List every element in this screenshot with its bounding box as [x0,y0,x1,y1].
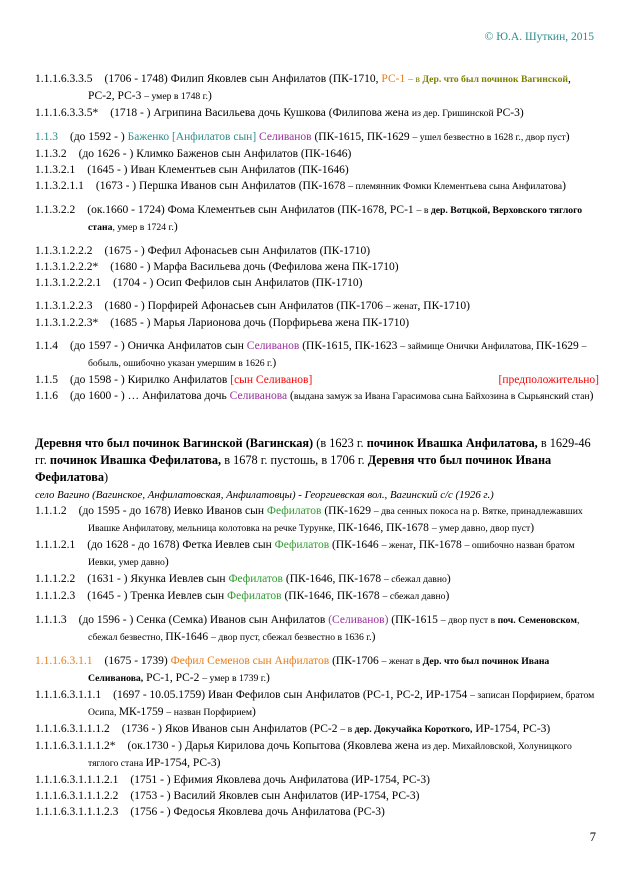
text-run: (до 1592 - ) [70,131,128,143]
text-run: (1736 - ) Яков Иванов сын Анфилатов (РС-2 [121,723,341,735]
page-number: 7 [589,830,596,844]
text-run: ) [562,180,566,192]
text-run: – женат [381,540,414,551]
text-run: (до 1597 - ) Оничка Анфилатов сын [70,340,247,352]
text-run: ) [589,390,594,402]
text-run: (1751 - ) Ефимия Яковлева дочь Анфилатова (ИР-1754, РС-3) [130,774,430,786]
text-run: ) [173,221,178,233]
text-run: – два сенных покоса на р. Вятке, принадлежавших Ивашке Анфилатову, мельница колотовка на речке Турунке, [88,506,583,534]
entry-number: 1.1.3.1.2.2.2.1 [35,277,102,289]
entry-number: 1.1.1.2.1 [35,539,76,551]
text-run: ) [445,590,450,602]
text-run: в 1678 г. пустошь, в 1706 г. [221,453,368,467]
text-run: (1631 - ) Якунка Иевлев сын [87,573,229,585]
text-run: РС-1, РС-2 [143,672,203,684]
text-run: ) [164,556,169,568]
text-run: (ПК-1646, ПК-1678 [285,573,384,585]
text-run: Фефил Семенов сын Анфилатов [170,655,333,667]
genealogy-entry [35,298,599,315]
genealogy-entry [35,372,599,388]
entry-number: 1.1.4 [35,340,58,352]
text-run: МК-1759 [118,706,167,718]
text-run: (1673 - ) Першка Иванов сын Анфилатов (ПК-1678 [95,180,349,192]
text-run: Деревня что был починок Вагинской (Вагинская) [35,436,314,450]
genealogy-entry [35,146,599,162]
text-run: починок Ивашка Фефилатова, [49,453,222,467]
genealogy-entry [35,71,599,105]
text-run: ) [530,522,535,534]
entry-number: 1.1.3.2 [35,148,67,160]
text-run: Селиванов [259,131,315,143]
genealogy-entry [35,503,599,537]
entry-number: 1.1.1.6.3.1.1.1 [35,689,102,701]
genealogy-entry [35,275,599,291]
text-run: ) [207,90,212,102]
text-run: выдана замуж за Ивана Гарасимова сына Байхозина в Сырьянский стан [293,391,590,402]
entry-number: 1.1.1.6.3.1.1.1.2.1 [35,774,119,786]
text-run: – умер давно, двор пуст [431,523,531,534]
text-run: Фефилатов [227,590,285,602]
text-run: (ПК-1629 [324,505,374,517]
genealogy-entry [35,612,599,646]
entry-number: 1.1.1.6.3.3.5* [35,107,99,119]
entries [35,71,599,820]
text-run: село Вагино (Вагинское, Анфилатовская, Анфилатовцы) - Георгиевская вол., Вагинский с/с (1926 г.) [35,489,494,501]
text-run: ИР-1754, РС-3) [145,757,221,769]
genealogy-entry [35,537,599,571]
genealogy-entry [35,804,599,820]
genealogy-entry [35,105,599,122]
text-run: (ПК-1646, ПК-1678 [284,590,383,602]
text-run: (1697 - 10.05.1759) Иван Фефилов сын Анфилатов (РС-1, РС-2, ИР-1754 [113,689,471,701]
text-run: – назван Порфирием [166,707,252,718]
entry-number: 1.1.1.6.3.1.1.1.2 [35,723,110,735]
entry-number: 1.1.3.1.2.2.2 [35,245,93,257]
genealogy-entry [35,178,599,195]
text-run: ) [104,470,109,484]
text-run: ПК-1646, ПК-1678 [337,522,432,534]
text-run: (ПК-1615, ПК-1623 [302,340,401,352]
copyright: © Ю.А. Шуткин, 2015 [484,31,594,43]
text-run: – двор пуст в [440,615,498,626]
genealogy-entry [35,388,599,405]
text-run: – женат в [381,656,423,667]
text-run: Селиванова [229,390,291,402]
text-run: – в [408,74,423,85]
text-run: – в [416,205,431,216]
text-run: дер. Докучайка Короткого, [354,724,473,735]
text-run: (Селиванов) [328,614,389,626]
entry-number: 1.1.3.2.2 [35,204,76,216]
text-run: ) [371,631,376,643]
text-run: ПК-1646 [165,631,212,643]
text-run: (1680 - ) Марфа Васильева дочь (Фефилова жена ПК-1710) [110,261,399,273]
genealogy-entry [35,129,599,146]
text-run: (1680 - ) Порфирей Афонасьев сын Анфилатов (ПК-1706 [104,300,386,312]
text-run: ) [446,573,451,585]
genealogy-entry [35,315,599,331]
text-run: – ошибочно назван братом Иевки, умер давно [88,540,575,568]
entry-number: 1.1.1.6.3.3.5 [35,73,93,85]
entry-number: 1.1.3.2.1 [35,164,76,176]
genealogy-entry [35,788,599,804]
genealogy-entry [35,571,599,588]
text-run: (ок.1660 - 1724) Фома Клементьев сын Анфилатов (ПК-1678, РС-1 [87,204,417,216]
text-run: – в [340,724,355,735]
text-run: (ПК-1615, ПК-1629 [314,131,413,143]
section-heading [35,435,599,486]
text-run: Дер. что был починок Вагинской [422,74,568,85]
entry-number: 1.1.1.3 [35,614,67,626]
text-run: – двор пуст, сбежал безвестно в 1636 г. [211,632,372,643]
text-run: – бобыль, ошибочно указан умершим в 1626 г. [88,341,587,369]
text-run: ) [565,131,570,143]
entry-number: 1.1.1.2.2 [35,573,76,585]
text-run: (1706 - 1748) Филип Яковлев сын Анфилатов (ПК-1710, [104,73,382,85]
entry-number: 1.1.3 [35,131,58,143]
section-subheading [35,487,599,503]
text-run: из дер. Гришинской [411,108,497,119]
text-run: из дер. Михайловской, Холуницкого тяглого стана [88,741,572,769]
text-run: , сбежал безвестно, [88,615,580,643]
text-run: (до 1628 - до 1678) Фетка Иевлев сын [87,539,275,551]
text-run: (до 1596 - ) Сенка (Семка) Иванов сын Анфилатов [78,614,329,626]
text-run: , умер в 1724 г. [112,222,174,233]
text-run: Деревня что был починок Ивана Фефилатова [35,453,552,484]
text-run: (до 1626 - ) Климко Баженов сын Анфилатов (ПК-1646) [78,148,352,160]
text-run: – умер в 1739 г. [202,673,267,684]
text-run: (1645 - ) Иван Клементьев сын Анфилатов (ПК-1646) [87,164,349,176]
text-run: (1685 - ) Марья Ларионова дочь (Порфирьева жена ПК-1710) [110,317,410,329]
text-run: (в 1623 г. [313,436,367,450]
text-run: (1645 - ) Тренка Иевлев сын [87,590,228,602]
text-run: Фефилатов [266,505,325,517]
text-run: ПК-1629 [535,340,582,352]
text-run: ) [266,672,270,684]
entry-number: 1.1.1.6.3.1.1.1.2* [35,740,116,752]
text-run: поч. Семеновском [497,615,577,626]
text-run: починок Ивашка Анфилатова, [366,436,538,450]
text-run: – племянник Фомки Клементьева сына Анфилатова [348,181,563,192]
genealogy-entry [35,721,599,738]
text-run: ) [272,357,277,369]
entry-number: 1.1.1.6.3.1.1.1.2.3 [35,806,119,818]
genealogy-entry [35,202,599,236]
entry-number: 1.1.3.2.1.1 [35,180,84,192]
text-run: Дер. что был починок Ивана Селиванова, [88,656,550,684]
text-run: , ПК-1678 [413,539,465,551]
text-run: (до 1595 - до 1678) Иевко Иванов сын [78,505,267,517]
genealogy-entry [35,588,599,605]
entry-number: 1.1.1.2.3 [35,590,76,602]
entry-number: 1.1.6 [35,390,58,402]
text-run: (ПК-1646 [332,539,382,551]
text-run: – женат [385,301,418,312]
entry-number: 1.1.3.1.2.2.2* [35,261,99,273]
genealogy-entry [35,162,599,178]
text-run: , РС-2, РС-3 [88,73,571,102]
text-run: (1756 - ) Федосья Яковлева дочь Анфилатова (РС-3) [130,806,385,818]
genealogy-entry [35,259,599,275]
text-run: (до 1598 - ) Кирилко Анфилатов [70,374,231,386]
text-run: – записан Порфирием, братом Осипа, [88,690,595,718]
text-run: (1675 - ) Фефил Афонасьев сын Анфилатов (ПК-1710) [104,245,371,257]
text-run: (ПК-1706 [332,655,382,667]
text-run: в 1629-46 гг. [35,436,591,467]
text-run: (1704 - ) Осип Фефилов сын Анфилатов (ПК-1710) [113,277,363,289]
text-run: (до 1600 - ) … Анфилатова дочь [70,390,230,402]
entry-number: 1.1.3.1.2.2.3* [35,317,99,329]
text-run: Фефилатов [274,539,333,551]
text-run: [предположительно] [498,374,599,386]
text-run: (1753 - ) Василий Яковлев сын Анфилатов (ИР-1754, РС-3) [130,790,420,802]
genealogy-entry [35,653,599,687]
text-run: РС-3) [496,107,524,119]
text-run: (ПК-1615 [388,614,441,626]
entry-number: 1.1.3.1.2.2.3 [35,300,93,312]
text-run: – сбежал давно [383,574,447,585]
text-run: – умер в 1748 г. [144,91,208,102]
entry-number: 1.1.1.2 [35,505,67,517]
text-run: Баженко [Анфилатов сын] [127,131,260,143]
entry-number: 1.1.5 [35,374,58,386]
text-run: Фефилатов [228,573,286,585]
text-run: – займище Онички Анфилатова, [400,341,536,352]
genealogy-entry [35,738,599,772]
text-run: – сбежал давно [382,591,446,602]
text-run: , ПК-1710) [417,300,470,312]
genealogy-entry [35,243,599,259]
text-run: РС-1 [381,73,409,85]
genealogy-entry [35,772,599,788]
text-run: (1718 - ) Агрипина Васильева дочь Кушкова (Филипова жена [110,107,412,119]
entry-number: 1.1.1.6.3.1.1.1.2.2 [35,790,119,802]
entry-number: 1.1.1.6.3.1.1 [35,655,93,667]
genealogy-entry [35,338,599,372]
text-run: [сын Селиванов] [230,374,313,386]
text-run: (ок.1730 - ) Дарья Кирилова дочь Копытова (Яковлева жена [127,740,422,752]
text-run: ( [290,390,294,402]
text-run: ИР-1754, РС-3) [472,723,551,735]
text-run: (1675 - 1739) [104,655,171,667]
text-run: дер. Вотцкой, Верховского тяглого стана [88,205,583,233]
text-run: – ушел безвестно в 1628 г., двор пуст [412,132,566,143]
text-run: ) [251,706,256,718]
text-run: Селиванов [246,340,303,352]
genealogy-entry [35,687,599,721]
